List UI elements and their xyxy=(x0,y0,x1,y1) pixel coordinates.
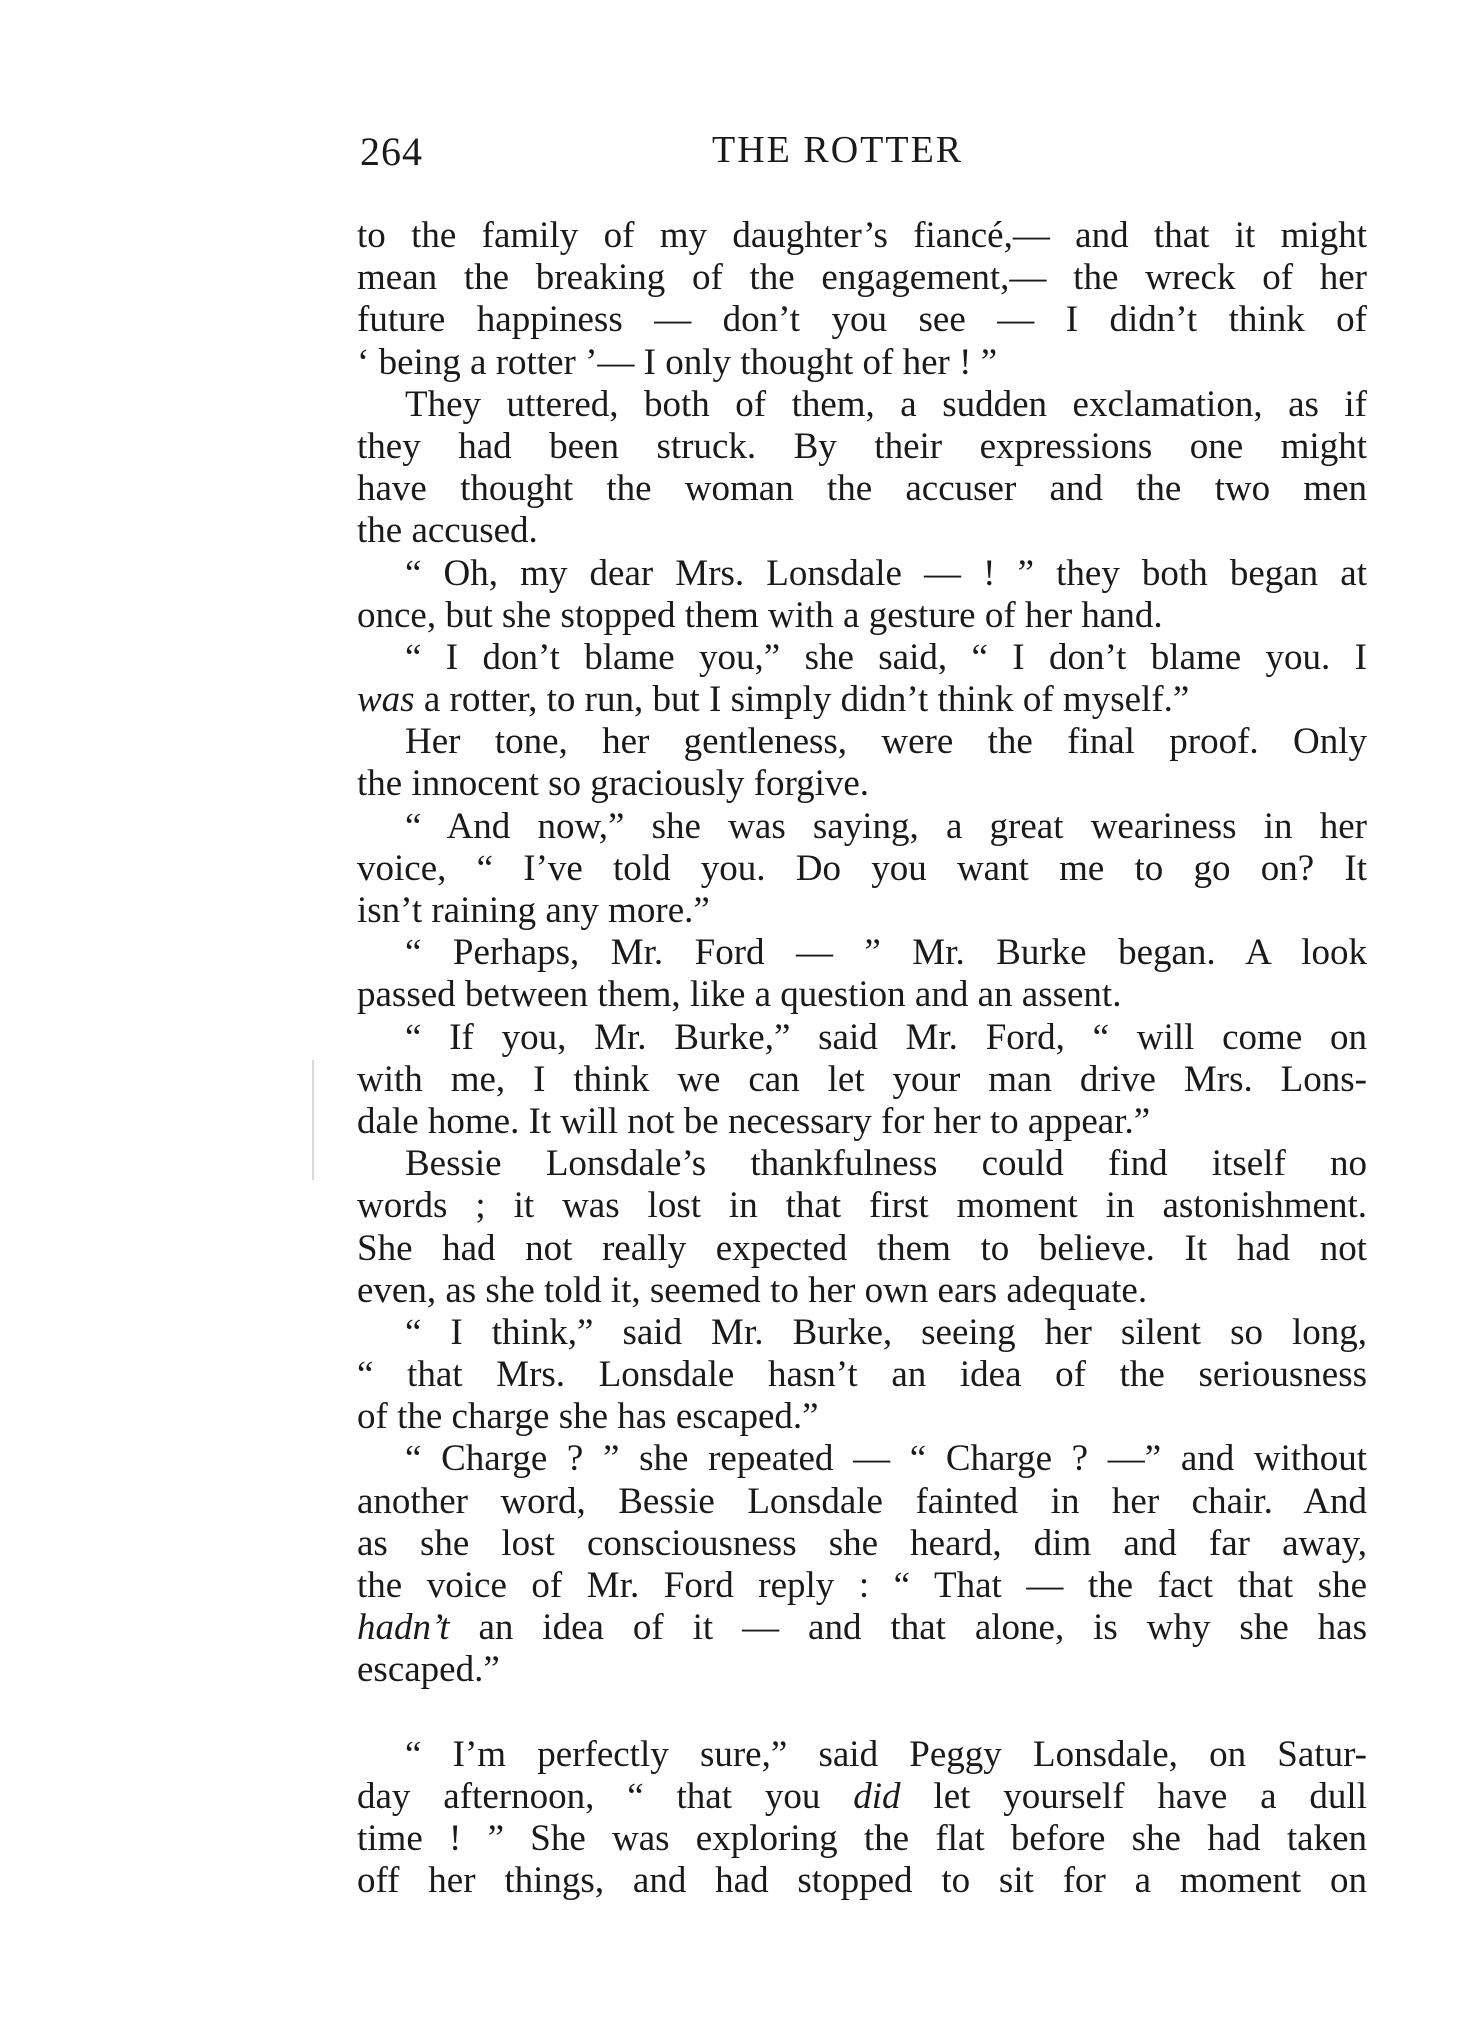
text-line: hadn’t an idea of it — and that alone, is why she has xyxy=(357,1607,1367,1649)
text-line: mean the breaking of the engagement,— the wreck of her xyxy=(357,257,1367,299)
body-text xyxy=(357,215,1367,1902)
text-line: escaped.” xyxy=(357,1649,500,1691)
text-line: voice, “ I’ve told you. Do you want me to go on? It xyxy=(357,847,1367,889)
text-line: future happiness — don’t you see — I didn’t think of xyxy=(357,299,1367,341)
text-line: “ that Mrs. Lonsdale hasn’t an idea of the seriousness xyxy=(357,1354,1367,1396)
text-line: ‘ being a rotter ’— I only thought of her ! ” xyxy=(357,341,998,383)
text-line: time ! ” She was exploring the flat before she had taken xyxy=(357,1817,1367,1859)
text-line: “ If you, Mr. Burke,” said Mr. Ford, “ will come on xyxy=(405,1016,1367,1058)
section-break xyxy=(357,1692,1367,1734)
text-line: as she lost consciousness she heard, dim and far away, xyxy=(357,1522,1367,1564)
page-number: 264 xyxy=(360,129,423,174)
text-line: another word, Bessie Lonsdale fainted in her chair. And xyxy=(357,1480,1367,1522)
text-line: day afternoon, “ that you did let yourself have a dull xyxy=(357,1775,1367,1817)
text-line: “ Perhaps, Mr. Ford — ” Mr. Burke began. A look xyxy=(405,932,1367,974)
running-title: THE ROTTER xyxy=(712,129,964,171)
text-line: off her things, and had stopped to sit for a moment on xyxy=(357,1860,1367,1902)
page-header xyxy=(360,128,1000,188)
text-line: “ And now,” she was saying, a great weariness in her xyxy=(405,805,1367,847)
text-line: the voice of Mr. Ford reply : “ That — the fact that she xyxy=(357,1565,1367,1606)
text-line: of the charge she has escaped.” xyxy=(357,1396,819,1438)
text-line: was a rotter, to run, but I simply didn’t think of myself.” xyxy=(357,679,1190,721)
text-line: “ I don’t blame you,” she said, “ I don’t blame you. I xyxy=(405,636,1367,678)
text-line: “ I think,” said Mr. Burke, seeing her silent so long, xyxy=(405,1311,1367,1353)
text-line: once, but she stopped them with a gesture of her hand. xyxy=(357,594,1163,636)
text-line: the innocent so graciously forgive. xyxy=(357,763,870,805)
scan-margin-mark xyxy=(312,1060,314,1180)
text-line: isn’t raining any more.” xyxy=(357,890,710,931)
text-line: Her tone, her gentleness, were the final proof. Only xyxy=(405,721,1367,763)
text-line: they had been struck. By their expressions one might xyxy=(357,425,1367,467)
text-line: dale home. It will not be necessary for her to appear.” xyxy=(357,1100,1151,1142)
text-line: She had not really expected them to believe. It had not xyxy=(357,1227,1367,1269)
text-line: to the family of my daughter’s fiancé,— and that it might xyxy=(357,215,1367,256)
text-line: “ Oh, my dear Mrs. Lonsdale — ! ” they both began at xyxy=(405,552,1367,594)
text-line: words ; it was lost in that first moment in astonishment. xyxy=(357,1185,1367,1227)
text-line: with me, I think we can let your man drive Mrs. Lons- xyxy=(357,1058,1367,1100)
text-line: “ I’m perfectly sure,” said Peggy Lonsdale, on Satur- xyxy=(405,1733,1367,1775)
text-line: Bessie Lonsdale’s thankfulness could find itself no xyxy=(405,1143,1367,1185)
text-line: They uttered, both of them, a sudden exclamation, as if xyxy=(405,383,1367,425)
text-line: the accused. xyxy=(357,510,538,552)
text-line: have thought the woman the accuser and the two men xyxy=(357,468,1367,510)
text-line: passed between them, like a question and an assent. xyxy=(357,974,1122,1016)
text-line: “ Charge ? ” she repeated — “ Charge ? —” and without xyxy=(405,1438,1367,1480)
text-line: even, as she told it, seemed to her own ears adequate. xyxy=(357,1269,1148,1311)
